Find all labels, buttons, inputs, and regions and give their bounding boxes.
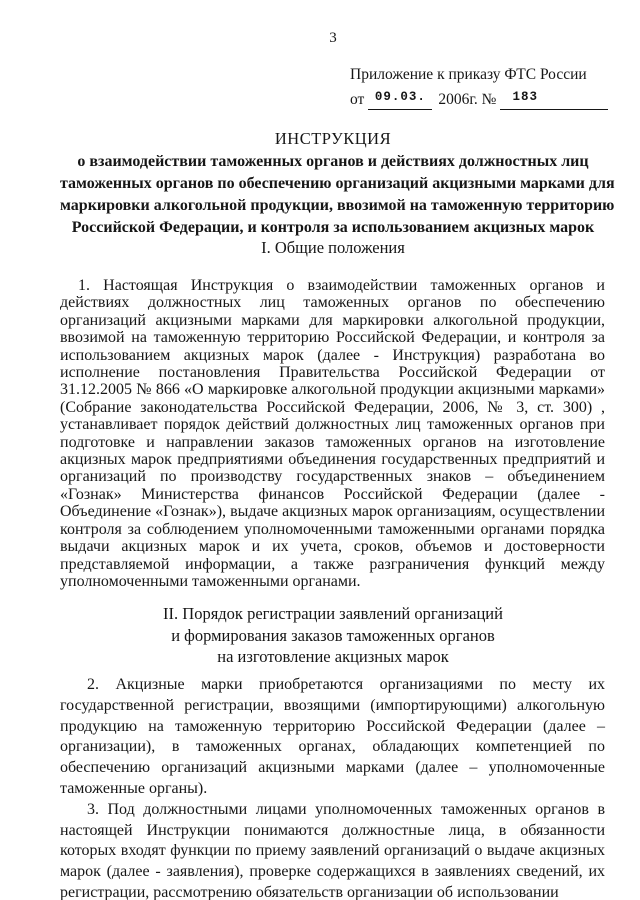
paragraph-3: 3. Под должностными лицами уполномоченных таможенных органов в настоящей Инструкции понимаются должностные лица, в обязанности которых входят функции по приему заявлений организаций о выдаче акцизных марок (далее - заявления), проверке содержащихся в заявлениях сведений, их регистрации, рассмотрению обязательств организации об использовании [60, 800, 605, 900]
section-2-heading [60, 603, 606, 668]
appendix-from-label: от [350, 91, 365, 108]
appendix-date-blank: 09.03. [368, 87, 432, 110]
section-2-heading-line: и формирования заказов таможенных органов [171, 625, 495, 645]
section-2-body [60, 675, 605, 900]
appendix-line-2 [350, 87, 608, 110]
paragraph-2: 2. Акцизные марки приобретаются организациями по месту их государственной регистрации, ввозящими (импортирующими) алкогольную продукцию на таможенную территорию Российской Федерации (далее – организации), в таможенных органах, обладающих компетенцией по обеспечению организаций акцизными марками (далее – уполномоченные таможенные органы). [60, 676, 605, 797]
section-1-heading: I. Общие положения [261, 238, 405, 257]
subtitle-line: о взаимодействии таможенных органов и действиях должностных лиц [77, 153, 589, 170]
page-number: 3 [329, 30, 337, 46]
section-2-heading-line: на изготовление акцизных марок [217, 647, 449, 666]
document-subtitle [60, 151, 615, 239]
paragraph-1: 1. Настоящая Инструкция о взаимодействии таможенных органов и действиях должностных лиц таможенных органов по обеспечению организаций акцизными марками для маркировки алкогольной продукции, ввозимой на таможенную территорию Российской Федерации, и контроля за использованием акцизных марок (далее - Инструкция) разработана во исполнение постановления Правительства Российской Федерации от 31.12.2005 № 866 «О маркировке алкогольной продукции акцизными марками» (Собрание законодательства Российской Федерации, 2006, № 3, ст. 300) , устанавливает порядок действий должностных лиц таможенных органов при подготовке и направлении заказов таможенных органов на изготовление акцизных марок предприятиями объединения государственных предприятий и организаций по производству государственных знаков – объединением «Гознак» Министерства финансов Российской Федерации (далее - Объединение «Гознак»), выдаче акцизных марок организациям, осуществлении контроля за соблюдением уполномоченными таможенными органами порядка выдачи акцизных марок и их учета, сроков, объемов и достоверности представляемой информации, а также разграничения функций между уполномоченными таможенными органами. [60, 277, 605, 590]
appendix-block [350, 64, 608, 110]
subtitle-line: таможенных органов по обеспечению организаций акцизными марками для [60, 175, 615, 192]
appendix-order-number-blank: 183 [500, 87, 608, 110]
subtitle-line: Российской Федерации, и контроля за использованием акцизных марок [71, 219, 595, 236]
section-2-heading-line: II. Порядок регистрации заявлений организаций [163, 604, 503, 623]
subtitle-line: маркировки алкогольной продукции, ввозимой на таможенную территорию [60, 197, 615, 214]
appendix-line-1: Приложение к приказу ФТС России [350, 66, 587, 83]
document-title: ИНСТРУКЦИЯ [274, 129, 392, 148]
section-1-body [60, 277, 605, 590]
appendix-year-label: 2006г. № [438, 91, 497, 108]
